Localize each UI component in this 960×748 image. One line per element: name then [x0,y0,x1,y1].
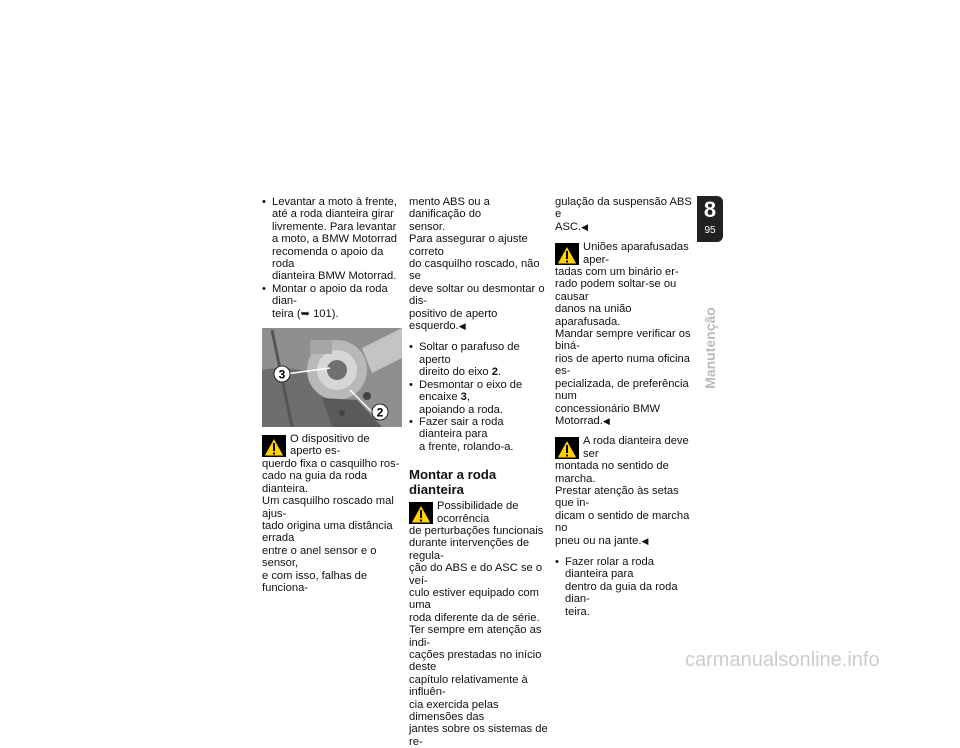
watermark: carmanualsonline.info [685,649,880,671]
warning-triangle-icon [555,437,579,459]
warning-direction [555,435,695,485]
text-line: dentro da guia da roda dian- [565,580,678,606]
text-line: • Soltar o parafuso de aperto [419,341,520,366]
column-3 [555,196,695,618]
text-line: e com isso, falhas de funciona- [262,569,368,594]
text-line: cado na guia da roda dianteira. [262,470,368,495]
warning-adjuster [262,433,402,594]
warning-abs-asc [409,500,549,624]
chapter-tab[interactable] [697,196,723,242]
bullet-roll-in-wheel [555,556,695,618]
text-line: • Montar o apoio da roda dian- [272,282,388,308]
text-line: tadas com um binário er- [555,266,679,279]
bullet-lift-bike [262,196,402,283]
text-line: Ter sempre em atenção as indi- [409,624,542,649]
text-line: a frente, rolando-a. [419,440,514,453]
paragraph-arrows [555,485,695,547]
text-line: • Fazer sair a roda dianteira para [419,415,504,441]
paragraph-abs [409,196,549,233]
end-mark-icon: ◀ [581,221,589,232]
text-line: , [466,391,471,404]
end-mark-icon: ◀ [602,415,610,426]
text-line: durante intervenções de regula- [409,537,530,562]
text-line: Prestar atenção às setas que in- [555,484,679,510]
paragraph-suspension [555,196,695,233]
warning-torque [555,241,695,328]
text-line: . [498,366,502,379]
paragraph-adjust [409,233,549,332]
text-line: a moto, a BMW Motorrad [272,233,397,246]
text-line: Desmontar o eixo de encaixe [419,378,523,404]
text-line: cia exercida pelas dimensões das [409,698,499,724]
part-number: 2 [491,366,498,379]
text-line: • Fazer rolar a roda dianteira para [565,555,654,581]
text-line: sensor. [409,220,446,233]
text-line: rios de aperto numa oficina es- [555,352,690,378]
text-line: dianteira BMW Motorrad. [272,270,397,283]
text-line: • Levantar a moto à frente, [272,196,398,208]
text-line: positivo de aperto esquerdo. [409,307,498,333]
bullet-mount-stand [262,283,402,320]
text-line: deve soltar ou desmontar o dis- [409,282,545,308]
text-line: montada no sentido de [555,460,669,473]
text-line: tado origina uma distância errada [262,519,393,545]
page-reference[interactable]: teira (➥ 101). [272,307,339,320]
warning-triangle-icon [555,243,579,265]
text-line: direito do eixo [419,366,492,379]
text-line: até a roda dianteira girar [272,208,394,221]
text-line: ção do ABS e do ASC se o veí- [409,562,543,587]
text-line: gulação da suspensão ABS e [555,196,692,221]
paragraph-check-torque [555,328,695,427]
chapter-number: 8 [703,197,717,222]
text-line: entre o anel sensor e o sensor, [262,544,377,570]
bullet-roll-wheel [409,416,549,453]
text-line: recomenda o apoio da roda [272,245,384,271]
text-line: pecializada, de preferência num [555,377,689,403]
wheel-axle-photo [262,328,402,427]
photo-label-3: 3 [278,367,286,382]
paragraph-rims [409,624,549,748]
column-1 [262,196,402,594]
end-mark-icon: ◀ [458,321,466,332]
end-mark-icon: ◀ [641,535,649,546]
text-line: teira. [565,605,590,618]
text-line: Mandar sempre verificar os biná- [555,328,691,353]
text-line: Possibilidade de ocorrência [437,500,519,525]
text-line: cações prestadas no início deste [409,649,542,674]
text-line: A roda dianteira deve ser [583,435,689,460]
text-line: O dispositivo de aperto es- [290,433,370,458]
text-line: jantes sobre os sistemas de re- [409,723,548,748]
text-line: danos na união aparafusada. [555,303,632,328]
warning-triangle-icon [409,502,433,524]
text-line: Um casquilho roscado mal ajus- [262,495,394,520]
text-line: querdo fixa o casquilho ros- [262,457,400,470]
text-line: culo estiver equipado com uma [409,586,539,612]
column-2 [409,196,549,748]
text-line: Uniões aparafusadas aper- [583,241,689,266]
text-line: de perturbações funcionais [409,524,544,537]
text-line: capítulo relativamente à influên- [409,673,528,699]
text-line: apoiando a roda. [419,403,503,416]
section-side-label: Manutenção [702,307,718,389]
text-line: Para assegurar o ajuste correto [409,233,528,258]
photo-label-2: 2 [376,405,384,420]
text-line: dicam o sentido de marcha no [555,509,690,535]
bullet-loosen-bolt [409,341,549,378]
text-line: livremente. Para levantar [272,220,397,233]
bullet-remove-axle [409,379,549,416]
text-line: ASC. [555,220,582,233]
text-line: do casquilho roscado, não se [409,258,540,283]
text-line: marcha. [555,472,596,485]
text-line: rado podem soltar-se ou causar [555,278,677,303]
text-line: roda diferente da de série. [409,611,540,624]
part-number: 3 [460,391,467,404]
text-line: concessionário BMW Motorrad. [555,402,661,427]
section-heading: Montar a roda dianteira [409,467,497,498]
text-line: mento ABS ou a danificação do [409,196,490,221]
text-line: pneu ou na jante. [555,534,642,547]
warning-triangle-icon [262,435,286,457]
page-number: 95 [704,225,716,236]
